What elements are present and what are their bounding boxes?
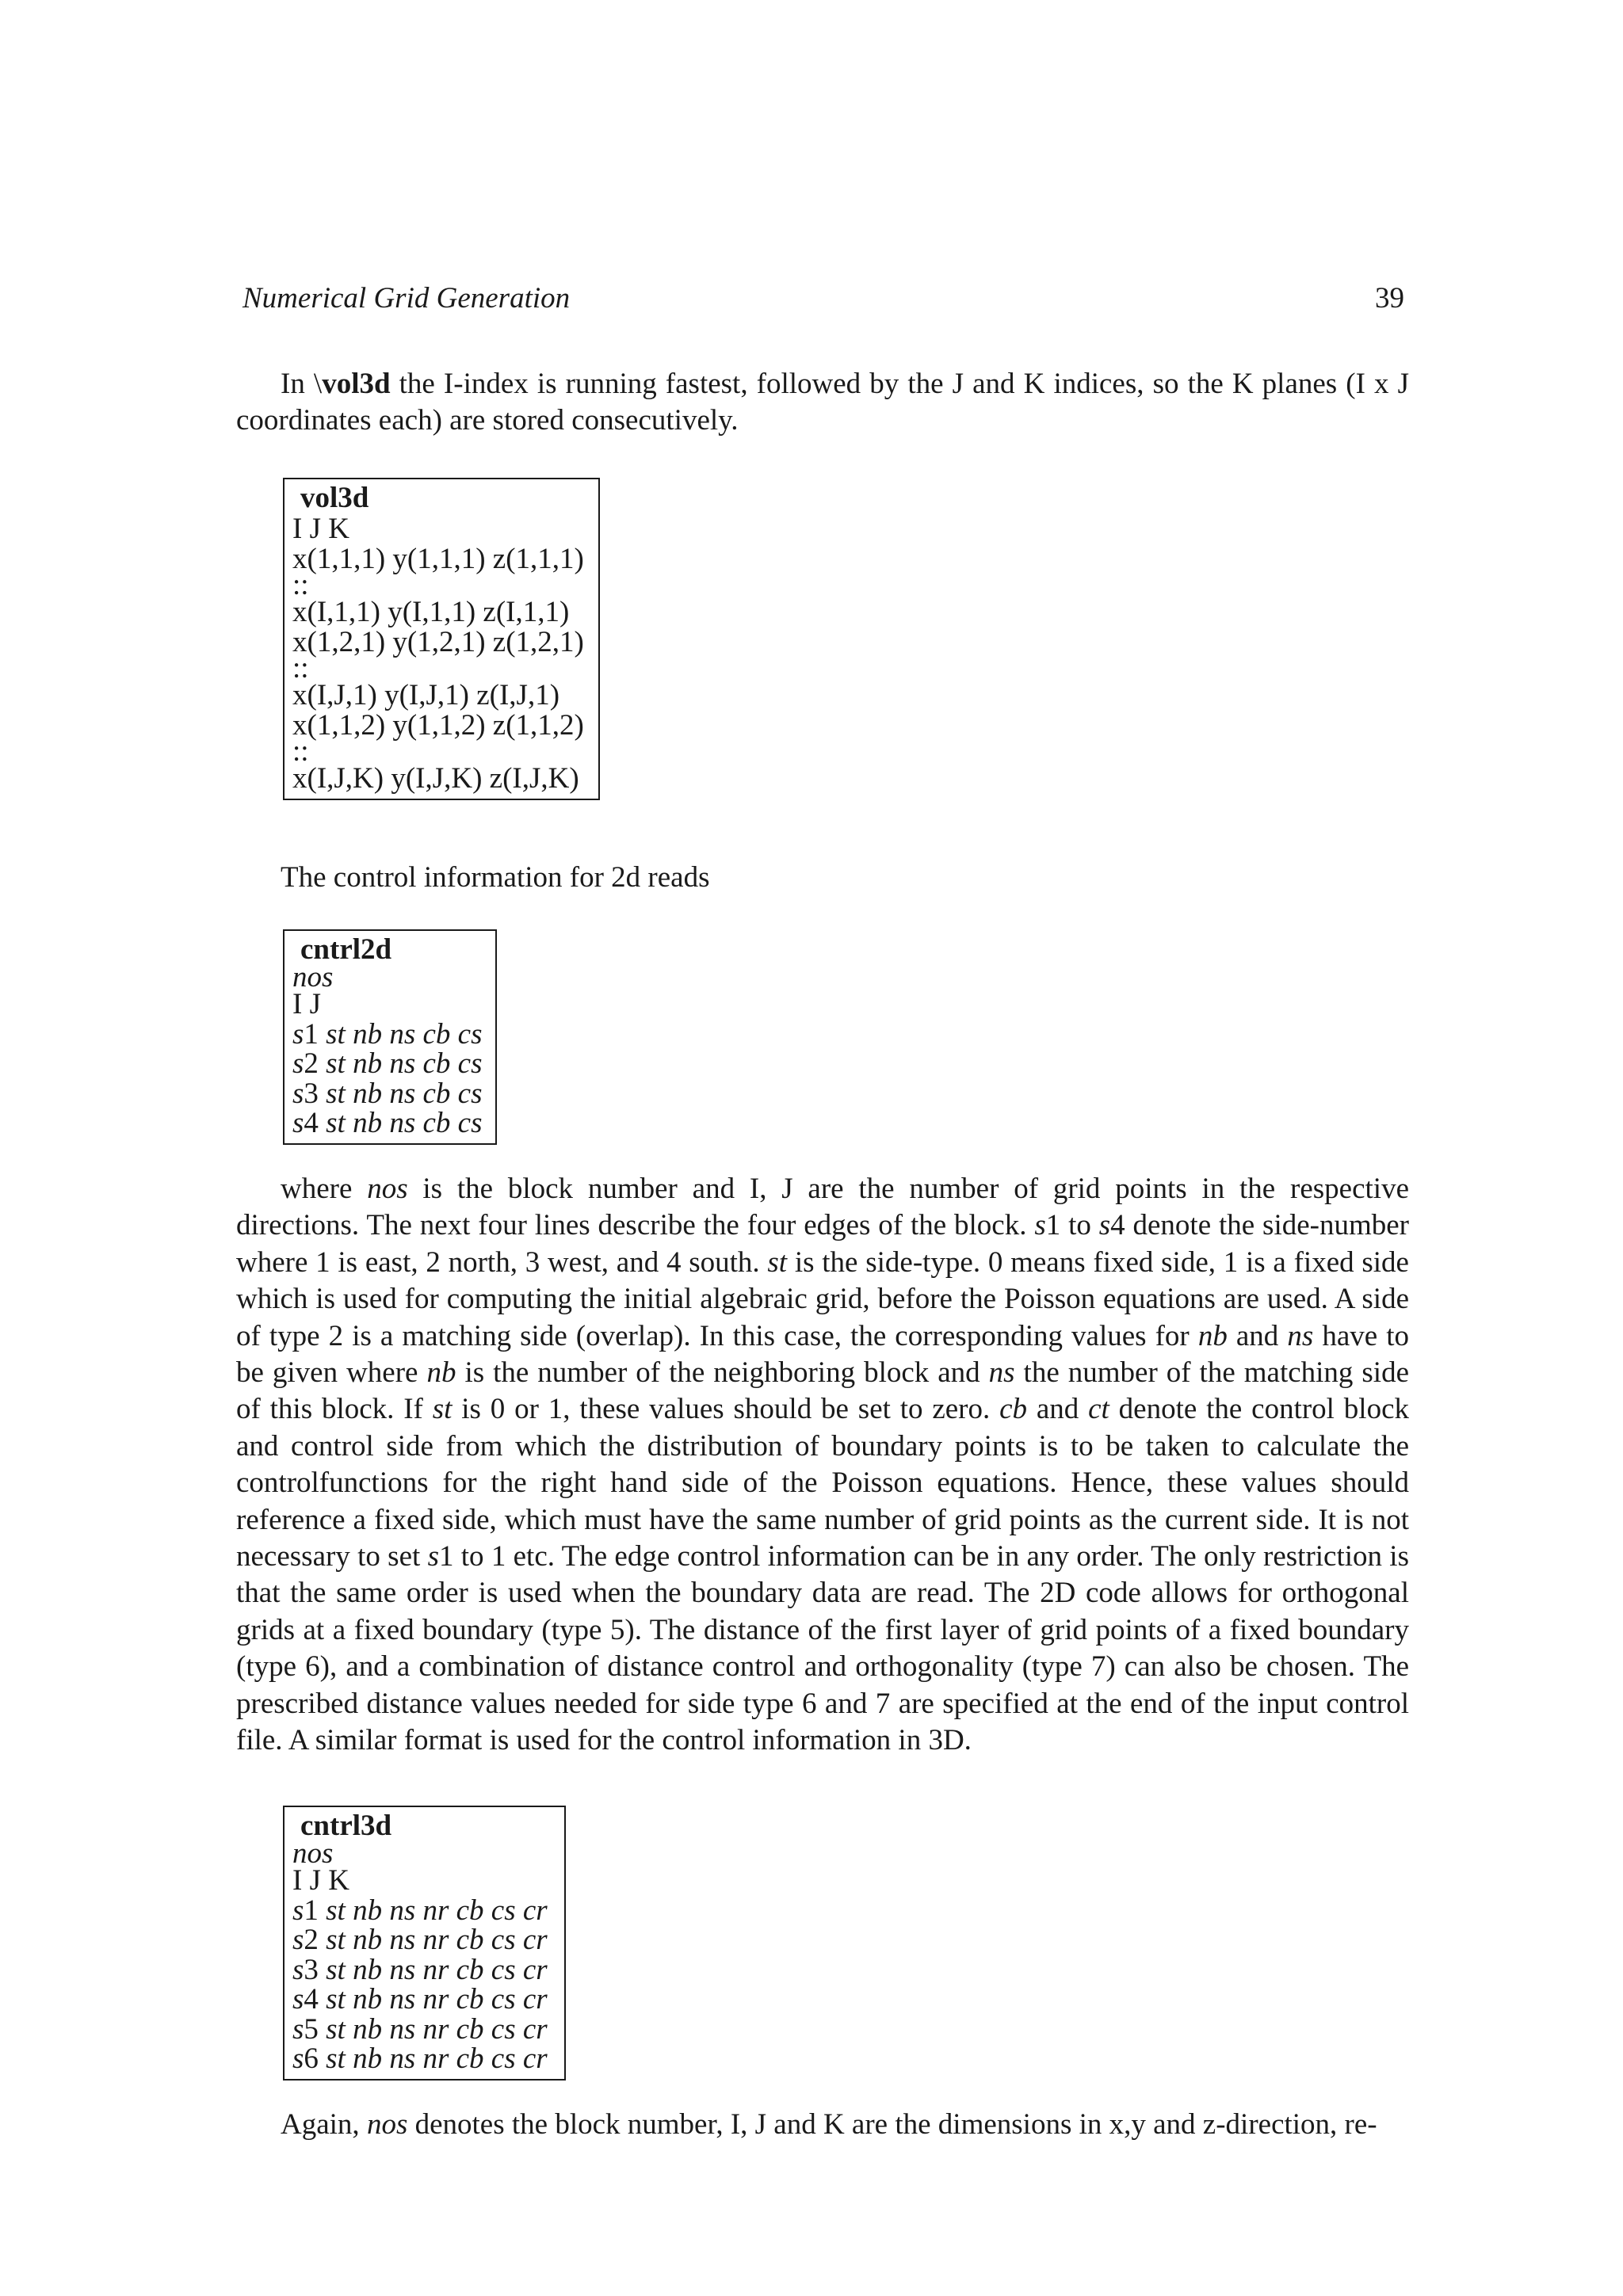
vol3d-line: x(1,1,2) y(1,1,2) z(1,1,2)	[292, 708, 584, 742]
side-var: s	[292, 1924, 304, 1956]
cntrl2d-format-box	[283, 929, 497, 1145]
paragraph-cntrl2d-intro	[236, 860, 1409, 896]
cntrl3d-side-line	[292, 1985, 558, 2015]
cntrl3d-side-line	[292, 2012, 558, 2046]
para3-text: 4 denote the side-number where 1 is east, 2 north, 3 west, and 4 south.	[236, 1209, 1409, 1279]
side-params: st nb ns cb cs	[318, 1017, 483, 1051]
para3-var: st	[767, 1245, 788, 1279]
cntrl2d-side-line	[292, 1079, 489, 1109]
side-num: 6	[304, 2042, 319, 2075]
cntrl3d-nos: nos	[292, 1837, 334, 1870]
side-var: s	[292, 1017, 304, 1051]
side-num: 3	[304, 1077, 319, 1110]
side-params: st nb ns nr cb cs cr	[318, 1924, 548, 1956]
side-num: 4	[304, 1107, 319, 1139]
para3-var: ns	[1287, 1319, 1314, 1352]
side-num: 5	[304, 2012, 319, 2046]
para3-var: ns	[988, 1356, 1015, 1390]
side-num: 4	[304, 1983, 319, 2016]
side-var: s	[292, 1953, 304, 1986]
cntrl3d-side-line	[292, 1955, 558, 1985]
para3-text: denote the control block and control side from which the distribution of boundary points is to be taken to calculate the controlfunctions for the right hand side of the Poisson equations. Hence, these values should reference a fixed side, which must have the same number of grid points as the current side. It is not necessary to set	[236, 1393, 1409, 1573]
side-params: st nb ns nr cb cs cr	[318, 1894, 548, 1927]
vol3d-box-title: vol3d	[300, 482, 369, 514]
vol3d-line: x(1,2,1) y(1,2,1) z(1,2,1)	[292, 625, 584, 658]
vol3d-line: x(I,J,1) y(I,J,1) z(I,J,1)	[292, 679, 560, 711]
cntrl2d-box-title: cntrl2d	[300, 933, 392, 966]
paragraph-cntrl3d-description	[236, 2107, 1409, 2143]
side-var: s	[292, 2012, 304, 2046]
side-var: s	[292, 1894, 304, 1927]
para4-text: denotes the block number, I, J and K are the dimensions in x,y and z-direction, re-	[407, 2108, 1377, 2141]
side-params: st nb ns cb cs	[318, 1107, 483, 1139]
para3-var: cb	[999, 1393, 1028, 1426]
cntrl3d-box-title: cntrl3d	[300, 1810, 392, 1842]
vol3d-format-box	[283, 478, 600, 800]
side-var: s	[292, 1107, 304, 1139]
side-num: 2	[304, 1047, 319, 1080]
para3-text: is the block number and I, J are the number of grid points in the respective directions. The next four lines describe the four edges of the block.	[236, 1173, 1409, 1242]
running-title: Numerical Grid Generation	[242, 282, 571, 315]
para1-text-a: In \	[281, 368, 323, 400]
side-params: st nb ns nr cb cs cr	[318, 1953, 548, 1986]
side-var: s	[292, 1077, 304, 1110]
para3-var: s	[1098, 1209, 1111, 1242]
cntrl3d-format-box	[283, 1806, 566, 2081]
cntrl3d-side-line	[292, 2044, 558, 2074]
page-number: 39	[1375, 282, 1404, 315]
cntrl2d-nos: nos	[292, 961, 334, 994]
para3-var: nb	[426, 1356, 456, 1390]
para1-text-b: the I-index is running fastest, followed by the J and K indices, so the K planes (I x J coordinates each) are stored consecutively.	[236, 368, 1409, 437]
cntrl3d-side-line	[292, 1896, 558, 1926]
vol3d-line: ::	[292, 652, 309, 685]
para3-text: is the number of the neighboring block and	[456, 1356, 989, 1390]
side-params: st nb ns nr cb cs cr	[318, 1983, 548, 2016]
cntrl2d-side-line	[292, 1049, 489, 1079]
para2-text: The control information for 2d reads	[281, 861, 710, 894]
vol3d-line: ::	[292, 569, 309, 601]
cntrl2d-side-line	[292, 1017, 489, 1051]
para3-var: nos	[367, 1173, 408, 1205]
side-params: st nb ns nr cb cs cr	[318, 2042, 548, 2075]
para3-text: where	[281, 1173, 368, 1205]
para3-var: nb	[1197, 1319, 1228, 1352]
side-var: s	[292, 2042, 304, 2075]
para3-var: ct	[1088, 1393, 1109, 1426]
para3-text: and	[1027, 1393, 1089, 1426]
cntrl3d-side-line	[292, 1925, 558, 1955]
vol3d-keyword: vol3d	[322, 368, 391, 400]
vol3d-line: x(I,J,K) y(I,J,K) z(I,J,K)	[292, 762, 579, 795]
vol3d-line: I J K	[292, 513, 349, 545]
side-params: st nb ns cb cs	[318, 1047, 483, 1080]
running-head	[242, 281, 1404, 321]
para4-text: Again,	[281, 2108, 367, 2141]
side-var: s	[292, 1983, 304, 2016]
side-params: st nb ns nr cb cs cr	[318, 2012, 548, 2046]
para3-text: have to be given where	[236, 1319, 1410, 1390]
side-num: 1	[304, 1017, 319, 1051]
cntrl2d-dims: I J	[292, 988, 321, 1020]
para3-text: 1 to 1 etc. The edge control information can be in any order. The only restriction is that the same order is used when the boundary data are read. The 2D code allows for orthogonal grids at a fixed boundary (type 5). The distance of the first layer of grid points of a fixed boundary (type 6), and a combination of distance control and orthogonality (type 7) can also be chosen. The prescribed distance values needed for side type 6 and 7 are specified at the end of the input control file. A similar format is used for the control information in 3D.	[236, 1540, 1409, 1757]
side-num: 1	[304, 1894, 319, 1927]
side-num: 2	[304, 1924, 319, 1956]
paragraph-cntrl2d-description	[236, 1171, 1409, 1760]
side-params: st nb ns cb cs	[318, 1077, 483, 1110]
paragraph-vol3d-intro	[236, 366, 1409, 440]
para3-var: st	[432, 1393, 453, 1426]
side-num: 3	[304, 1953, 319, 1986]
cntrl2d-side-line	[292, 1108, 489, 1138]
para3-text: the number of the matching side of this block. If	[236, 1356, 1410, 1426]
para3-var: s	[427, 1540, 439, 1573]
cntrl3d-dims: I J K	[292, 1864, 349, 1897]
para3-text: and	[1227, 1319, 1288, 1352]
para3-text: is the side-type. 0 means fixed side, 1 is a fixed side which is used for computing the initial algebraic grid, before the Poisson equations are used. A side of type 2 is a matching side (overlap). In this case, the corresponding values for	[236, 1245, 1409, 1352]
vol3d-line: x(I,1,1) y(I,1,1) z(I,1,1)	[292, 596, 570, 628]
vol3d-line: ::	[292, 735, 309, 768]
para3-text: 1 to	[1045, 1209, 1099, 1242]
para3-text: is 0 or 1, these values should be set to zero.	[452, 1393, 1000, 1426]
para3-var: s	[1034, 1209, 1046, 1242]
side-var: s	[292, 1047, 304, 1080]
para4-var: nos	[366, 2108, 408, 2141]
vol3d-line: x(1,1,1) y(1,1,1) z(1,1,1)	[292, 542, 584, 575]
